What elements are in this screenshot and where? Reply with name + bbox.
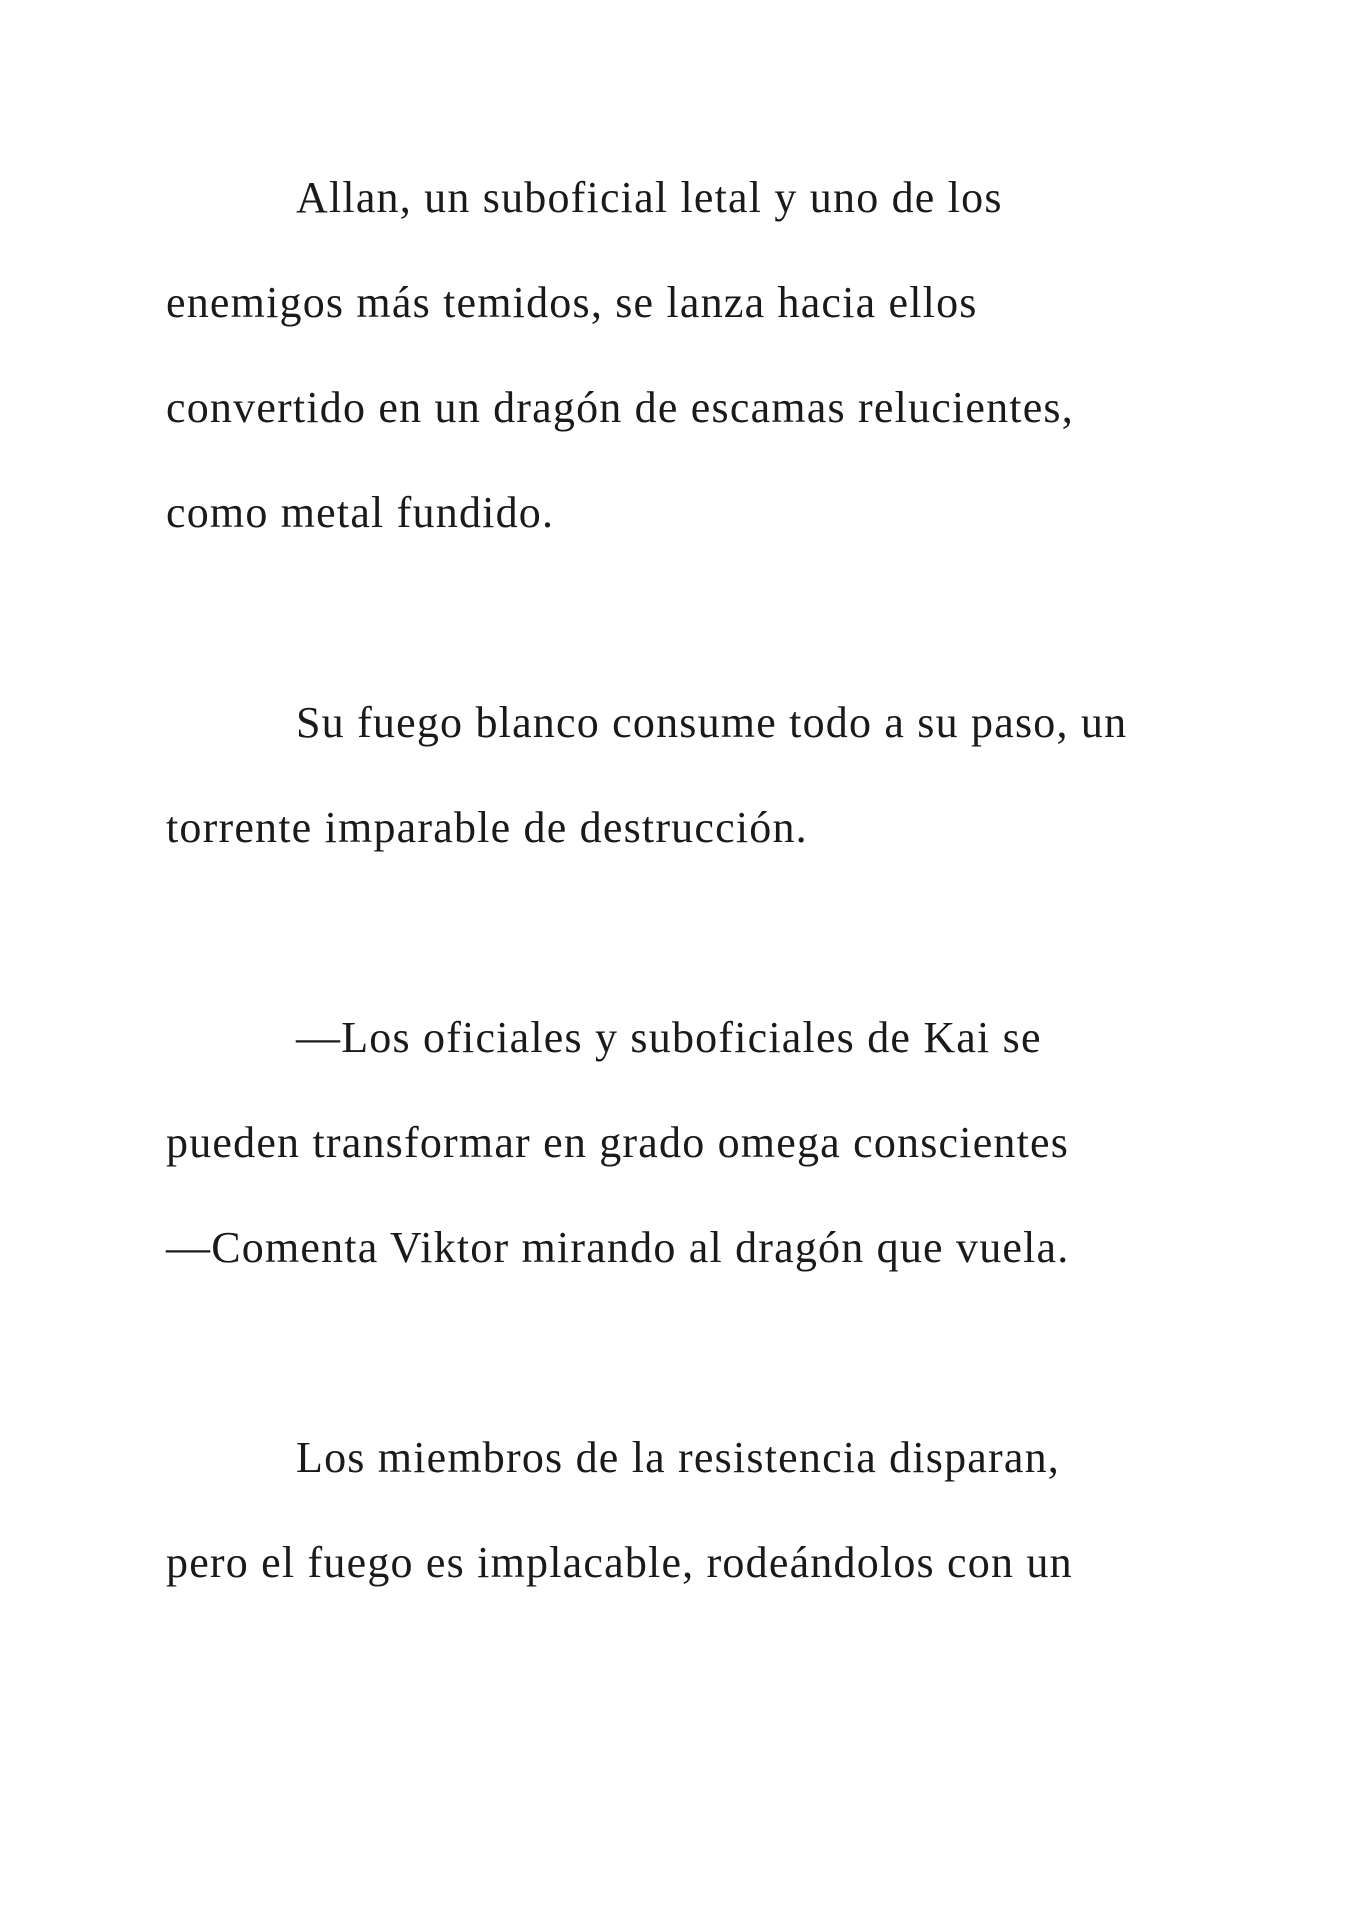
paragraph-4 (166, 1405, 1246, 1615)
paragraph-3 (166, 985, 1246, 1300)
text-line: como metal fundido. (166, 488, 555, 537)
text-line: pueden transformar en grado omega conscientes (166, 1118, 1070, 1167)
text-line: enemigos más temidos, se lanza hacia ellos (166, 278, 978, 327)
text-line: convertido en un dragón de escamas relucientes, (166, 383, 1074, 432)
text-line: —Los oficiales y suboficiales de Kai se (296, 1013, 1042, 1062)
text-line: Allan, un suboficial letal y uno de los (296, 173, 1003, 222)
paragraph-2 (166, 670, 1246, 880)
text-line: torrente imparable de destrucción. (166, 803, 808, 852)
text-line: Su fuego blanco consume todo a su paso, un (296, 698, 1128, 747)
paragraph-1 (166, 145, 1246, 565)
text-line: —Comenta Viktor mirando al dragón que vuela. (166, 1223, 1070, 1272)
text-line: Los miembros de la resistencia disparan, (296, 1433, 1061, 1482)
text-line: pero el fuego es implacable, rodeándolos con un (166, 1538, 1073, 1587)
